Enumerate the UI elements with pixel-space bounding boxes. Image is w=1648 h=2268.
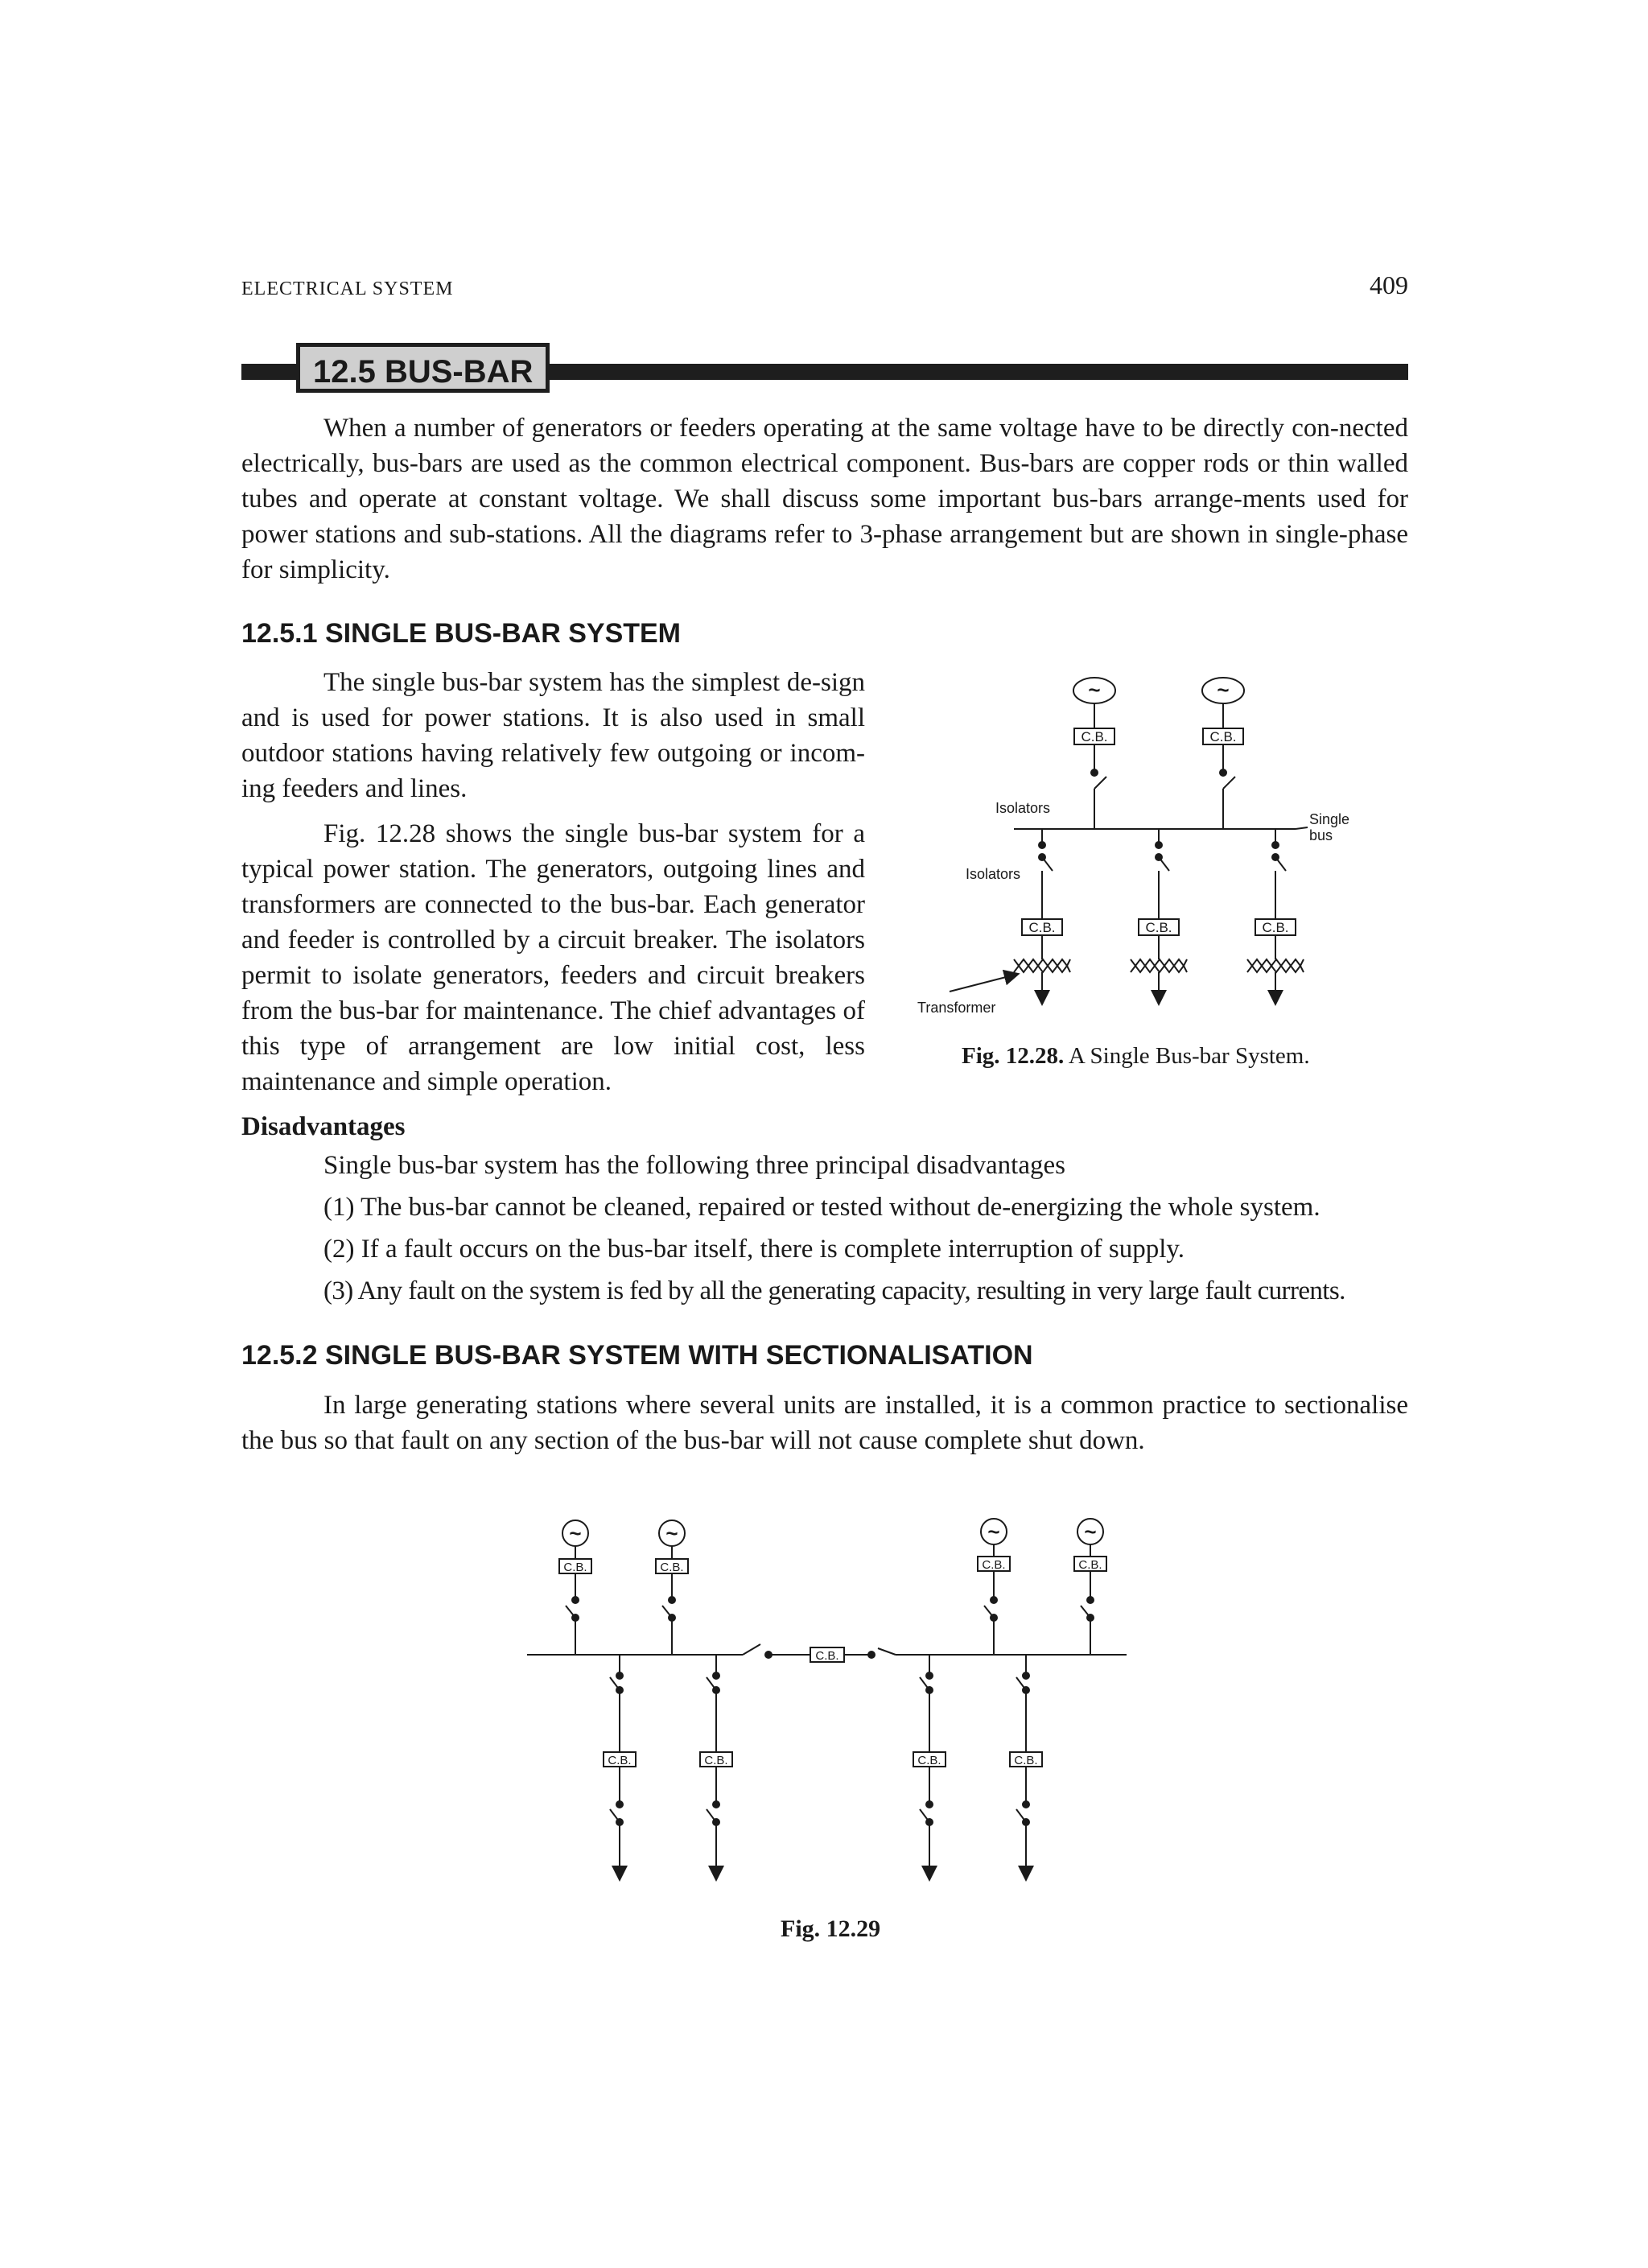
cb-label: C.B. (1014, 1754, 1038, 1767)
disadvantages-list (323, 1144, 1418, 1312)
page-number: 409 (1370, 270, 1408, 299)
paragraph-1: The single bus-bar system has the simplest de-sign and is used for power stations. It is also used in small outdoor stations having relatively few outgoing or incom-ing feeders and lines. (241, 668, 865, 803)
intro-paragraph (241, 410, 1408, 588)
sectionalisation-paragraph (241, 1388, 1408, 1458)
generator-symbol: ~ (1217, 678, 1230, 702)
figure-1-caption-number: Fig. 12.28. (962, 1043, 1065, 1069)
cb-label: C.B. (1028, 920, 1056, 935)
sectionalised-busbar-diagram (527, 1497, 1127, 1883)
single-busbar-diagram (917, 660, 1416, 1014)
generator-symbol: ~ (665, 1521, 678, 1545)
generator-symbol: ~ (1084, 1520, 1097, 1544)
cb-label: C.B. (982, 1558, 1006, 1572)
subsection-heading-1: 12.5.1 SINGLE BUS-BAR SYSTEM (241, 618, 682, 649)
transformer-label: Transformer (917, 1000, 996, 1014)
isolators-label-bottom: Isolators (966, 866, 1021, 882)
figure-2-caption: Fig. 12.29 (781, 1915, 881, 1942)
cb-label: C.B. (1209, 729, 1237, 744)
cb-label: C.B. (1078, 1558, 1102, 1572)
figure-1-caption-text: A Single Bus-bar System. (1064, 1043, 1310, 1069)
paragraph-2: Fig. 12.28 shows the single bus-bar system for a typical power station. The generators, outgoing lines and transformers are connected to the bus-bar. Each generator and feeder is controlled by a circuit breaker. The isolators permit to isolate generators, feeders and circuit breakers from the bus-bar for maintenance. The chief advantages of this type of arrangement are low initial cost, less maintenance and simple operation. (241, 819, 865, 1096)
sectionalisation-text: In large generating stations where several units are installed, it is a common practice to sectionalise the bus so that fault on any section of the bus-bar will not cause complete shut down. (241, 1391, 1408, 1455)
disadvantage-item: (3) Any fault on the system is fed by all the generating capacity, resulting in very large fault currents. (323, 1276, 1345, 1305)
cb-label: C.B. (563, 1561, 587, 1574)
cb-label: C.B. (608, 1754, 632, 1767)
cb-label: C.B. (1262, 920, 1289, 935)
transformer-winding (1131, 959, 1187, 966)
subsection-heading-2: 12.5.2 SINGLE BUS-BAR SYSTEM WITH SECTIONALISATION (241, 1340, 1033, 1371)
section-title: 12.5 BUS-BAR (296, 343, 550, 393)
transformer-winding (1014, 959, 1070, 966)
figure-1-caption (962, 1043, 1310, 1070)
cb-label: C.B. (917, 1754, 941, 1767)
generator-symbol: ~ (1088, 678, 1101, 702)
disadvantages-lead: Single bus-bar system has the following three principal disadvantages (323, 1151, 1065, 1180)
isolators-label-top: Isolators (995, 800, 1051, 816)
running-head: ELECTRICAL SYSTEM (241, 278, 454, 299)
subsection-1-body (241, 665, 865, 1109)
single-bus-label: bus (1309, 827, 1333, 843)
cb-label: C.B. (660, 1561, 684, 1574)
cb-label: C.B. (815, 1649, 839, 1663)
disadvantage-item: (2) If a fault occurs on the bus-bar itself, there is complete interruption of supply. (323, 1235, 1185, 1264)
generator-symbol: ~ (569, 1521, 582, 1545)
cb-label: C.B. (1145, 920, 1172, 935)
cb-label: C.B. (704, 1754, 728, 1767)
transformer-winding (1247, 959, 1304, 966)
generator-symbol: ~ (987, 1520, 1000, 1544)
cb-label: C.B. (1081, 729, 1108, 744)
disadvantages-heading: Disadvantages (241, 1112, 406, 1141)
disadvantage-item: (1) The bus-bar cannot be cleaned, repaired or tested without de-energizing the whole system. (323, 1193, 1320, 1222)
single-bus-label: Single (1309, 811, 1350, 827)
intro-text: When a number of generators or feeders operating at the same voltage have to be directly con-nected electrically, bus-bars are used as the common electrical component. Bus-bars are copper rods or thin walled tubes and operate at constant voltage. We shall discuss some important bus-bars arrange-ments used for power stations and sub-stations. All the diagrams refer to 3-phase arrangement but are shown in single-phase for simplicity. (241, 414, 1408, 584)
